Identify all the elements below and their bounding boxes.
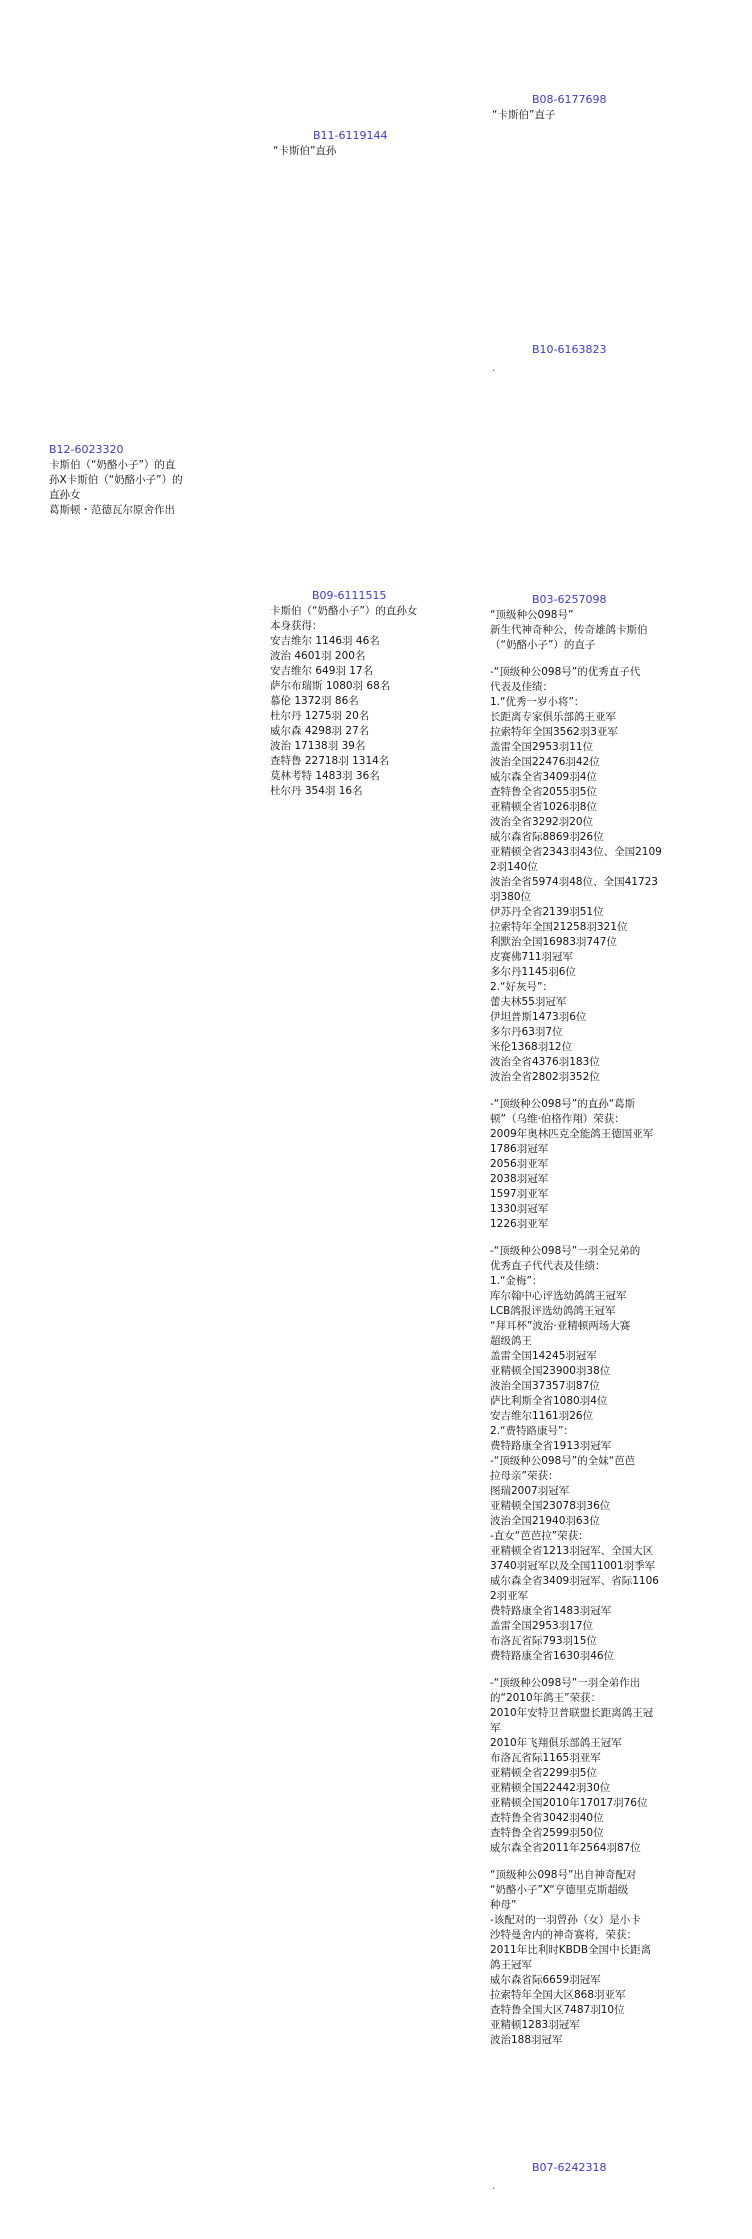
node-text-line: 波治188羽冠军 (490, 2034, 563, 2046)
node-text-line: 亚精顿全国2010年17017羽76位 (490, 1797, 648, 1809)
node-text: . (492, 362, 496, 374)
node-text-line: 拉母亲”荣获： (490, 1470, 559, 1482)
pedigree-node-b07 (492, 2160, 607, 2194)
node-text-line: 威尔森全省3409羽冠军、省际1106 (490, 1575, 659, 1587)
node-text-line: 亚精顿全省1026羽8位 (490, 801, 597, 813)
node-text-line: 1.“金梅”： (490, 1275, 543, 1287)
node-text-line: 种母” (490, 1899, 517, 1911)
node-text-line: 沙特曼舍内的神奇赛将，荣获： (490, 1929, 637, 1941)
node-text-line: 波治全国37357羽87位 (490, 1380, 600, 1392)
node-text-line: LCB鸽报评选幼鸽鸽王冠军 (490, 1305, 616, 1317)
pedigree-node-b11 (273, 128, 388, 159)
node-text-line: 亚精顿全省2299羽5位 (490, 1767, 597, 1779)
node-text-line: 2011年比利时KBDB全国中长距离 (490, 1944, 652, 1956)
node-text-line: 查特鲁全国大区7487羽10位 (490, 2004, 625, 2016)
node-text-line: 多尔丹1145羽6位 (490, 966, 576, 978)
node-text-line: 布洛瓦省际793羽15位 (490, 1635, 597, 1647)
ring-number: B08-6177698 (532, 93, 607, 106)
node-text-line: 2羽亚军 (490, 1590, 529, 1602)
node-text-line: 杜尔丹 1275羽 20名 (270, 710, 370, 722)
node-text-line: 拉索特年全国21258羽321位 (490, 921, 628, 933)
node-text-line: 波治全省2802羽352位 (490, 1071, 600, 1083)
node-text-line: 安吉维尔 649羽 17名 (270, 665, 374, 677)
node-text-line: 波治全省4376羽183位 (490, 1056, 600, 1068)
node-text-line: 2009年奥林匹克全能鸽王德国亚军 (490, 1128, 654, 1140)
ring-number: B10-6163823 (532, 343, 607, 356)
node-text-line: 2038羽冠军 (490, 1173, 549, 1185)
spacer (490, 1856, 662, 1868)
node-text: “卡斯伯”直子 (492, 109, 556, 121)
node-text-line: 亚精顿全国22442羽30位 (490, 1782, 611, 1794)
node-text-line: 查特鲁全省2599羽50位 (490, 1827, 604, 1839)
node-text-line: 查特鲁 22718羽 1314名 (270, 755, 390, 767)
node-text-line: 威尔森省际6659羽冠军 (490, 1974, 601, 1986)
node-text-line: -“顶级种公098号”的优秀直子代 (490, 666, 641, 678)
node-text-line: 拉索特年全国3562羽3亚军 (490, 726, 618, 738)
ring-number: B03-6257098 (532, 593, 607, 606)
ring-number: B12-6023320 (49, 443, 124, 456)
node-text-block (270, 604, 417, 799)
node-text-line: 萨尔布瑞斯 1080羽 68名 (270, 680, 391, 692)
node-text-line: “顶级种公098号” (490, 609, 574, 621)
spacer (490, 1232, 662, 1244)
node-text-line: 威尔森全省3409羽4位 (490, 771, 597, 783)
node-text-line: 亚精顿1283羽冠军 (490, 2019, 580, 2031)
node-text: . (492, 2180, 496, 2192)
node-text-line: 本身获得： (270, 620, 323, 632)
node-text-line: 的“2010年鸽王”荣获： (490, 1692, 602, 1704)
node-text-line: 卡斯伯（“奶酪小子”）的直孙女 (270, 605, 418, 617)
node-text-line: “奶酪小子”X“亨德里克斯超级 (490, 1884, 629, 1896)
node-text: 葛斯顿・范德瓦尔原舍作出 (49, 504, 175, 516)
node-text-line: 费特路康全省1483羽冠军 (490, 1605, 612, 1617)
node-text-line: （“奶酪小子”）的直子 (490, 639, 596, 651)
node-text-line: 新生代神奇种公，传奇雄鸽卡斯伯 (490, 624, 648, 636)
node-text-line: -该配对的一羽曾孙（女）是小卡 (490, 1914, 641, 1926)
node-text-line: 波治全省5974羽48位、全国41723 (490, 876, 658, 888)
pedigree-node-b09 (270, 588, 417, 799)
node-text-line: 慕伦 1372羽 86名 (270, 695, 359, 707)
node-text-line: -“顶级种公098号”的全妹“芭芭 (490, 1455, 636, 1467)
node-text-line: 多尔丹63羽7位 (490, 1026, 563, 1038)
node-text-line: 波治全国22476羽42位 (490, 756, 600, 768)
node-text-line: 2010年飞翔俱乐部鸽王冠军 (490, 1737, 622, 1749)
node-text-line: 波治全省3292羽20位 (490, 816, 594, 828)
node-text-line: 萨比利斯全省1080羽4位 (490, 1395, 608, 1407)
node-text-line: 1226羽亚军 (490, 1218, 549, 1230)
ring-number: B09-6111515 (312, 589, 387, 602)
pedigree-node-b10 (492, 342, 607, 376)
node-text-line: -直女“芭芭拉”荣获： (490, 1530, 589, 1542)
node-text-line: 亚精顿全省1213羽冠军、全国大区 (490, 1545, 654, 1557)
node-text-line: 伊苏丹全省2139羽51位 (490, 906, 604, 918)
node-text-line: 威尔森省际8869羽26位 (490, 831, 604, 843)
node-text-line: 布洛瓦省际1165羽亚军 (490, 1752, 601, 1764)
node-text-line: 蕾夫林55羽冠军 (490, 996, 567, 1008)
node-text-line: 亚精顿全国23900羽38位 (490, 1365, 611, 1377)
node-text-line: 安吉维尔1161羽26位 (490, 1410, 594, 1422)
node-text-line: 盖雷全国2953羽17位 (490, 1620, 594, 1632)
pedigree-node-b12 (49, 442, 183, 518)
node-text-line: 1786羽冠军 (490, 1143, 549, 1155)
node-text-line: 波治 4601羽 200名 (270, 650, 366, 662)
node-text-line: 莫林考特 1483羽 36名 (270, 770, 380, 782)
node-text-line: 查特鲁全省2055羽5位 (490, 786, 597, 798)
node-text-line: 羽380位 (490, 891, 532, 903)
node-text-line: 威尔森全省2011年2564羽87位 (490, 1842, 641, 1854)
node-text-line: 伊坦普斯1473羽6位 (490, 1011, 587, 1023)
node-text-line: 长距离专家俱乐部鸽王亚军 (490, 711, 616, 723)
node-text: 孙X卡斯伯（“奶酪小子”）的 (49, 474, 183, 486)
node-text-line: 1330羽冠军 (490, 1203, 549, 1215)
node-text-line: 优秀直子代代表及佳绩： (490, 1260, 606, 1272)
pedigree-node-b03 (490, 592, 662, 2048)
node-text: “卡斯伯”直孙 (273, 145, 337, 157)
node-text-line: 军 (490, 1722, 501, 1734)
node-text-line: 威尔森 4298羽 27名 (270, 725, 370, 737)
node-text-line: 费特路康全省1913羽冠军 (490, 1440, 612, 1452)
node-text-line: 拉索特年全国大区868羽亚军 (490, 1989, 626, 2001)
node-text-line: 2056羽亚军 (490, 1158, 549, 1170)
node-text-line: 顿”（乌维·伯格作翔）荣获： (490, 1113, 625, 1125)
node-text-line: 2010年安特卫普联盟长距离鸽王冠 (490, 1707, 654, 1719)
node-text-line: 1597羽亚军 (490, 1188, 549, 1200)
node-text-line: -“顶级种公098号”一羽全弟作出 (490, 1677, 641, 1689)
node-text-line: 波治 17138羽 39名 (270, 740, 366, 752)
spacer (490, 1664, 662, 1676)
node-text: 直孙女 (49, 489, 81, 501)
node-text-line: 波治全国21940羽63位 (490, 1515, 600, 1527)
node-text-line: 盖雷全国2953羽11位 (490, 741, 594, 753)
node-text-line: 鸽王冠军 (490, 1959, 532, 1971)
ring-number: B07-6242318 (532, 2161, 607, 2174)
node-text-line: 盖雷全国14245羽冠军 (490, 1350, 597, 1362)
node-text-line: 2羽140位 (490, 861, 538, 873)
node-text-line: 利默治全国16983羽747位 (490, 936, 617, 948)
node-text-line: 亚精顿全省2343羽43位、全国2109 (490, 846, 662, 858)
node-text-line: 2.“好灰号”： (490, 981, 553, 993)
node-text-line: 安吉维尔 1146羽 46名 (270, 635, 380, 647)
node-text: 卡斯伯（“奶酪小子”）的直 (49, 459, 176, 471)
node-text-line: 库尔翰中心评选幼鸽鸽王冠军 (490, 1290, 627, 1302)
spacer (490, 653, 662, 665)
node-text-line: 皮赛佛711羽冠军 (490, 951, 574, 963)
node-text-line: 图瑞2007羽冠军 (490, 1485, 570, 1497)
node-text-line: -“顶级种公098号”的直孙“葛斯 (490, 1098, 636, 1110)
node-text-line: “顶级种公098号”出自神奇配对 (490, 1869, 637, 1881)
node-text-line: 1.“优秀一岁小将”： (490, 696, 585, 708)
node-text-line: 代表及佳绩： (490, 681, 553, 693)
node-text-line: 查特鲁全省3042羽40位 (490, 1812, 604, 1824)
node-text-line: 米伦1368羽12位 (490, 1041, 573, 1053)
node-text-line: -“顶级种公098号”一羽全兄弟的 (490, 1245, 641, 1257)
ring-number: B11-6119144 (313, 129, 388, 142)
node-text-line: 3740羽冠军以及全国11001羽季军 (490, 1560, 656, 1572)
node-text-line: 超级鸽王 (490, 1335, 532, 1347)
node-text-line: 2.“费特路康号”： (490, 1425, 574, 1437)
node-text-line: 费特路康全省1630羽46位 (490, 1650, 615, 1662)
node-text-block (490, 608, 662, 2048)
pedigree-node-b08 (492, 92, 607, 123)
node-text-line: “拜耳杯”波治·亚精顿两场大赛 (490, 1320, 631, 1332)
spacer (490, 1085, 662, 1097)
node-text-line: 杜尔丹 354羽 16名 (270, 785, 363, 797)
node-text-line: 亚精顿全国23078羽36位 (490, 1500, 611, 1512)
